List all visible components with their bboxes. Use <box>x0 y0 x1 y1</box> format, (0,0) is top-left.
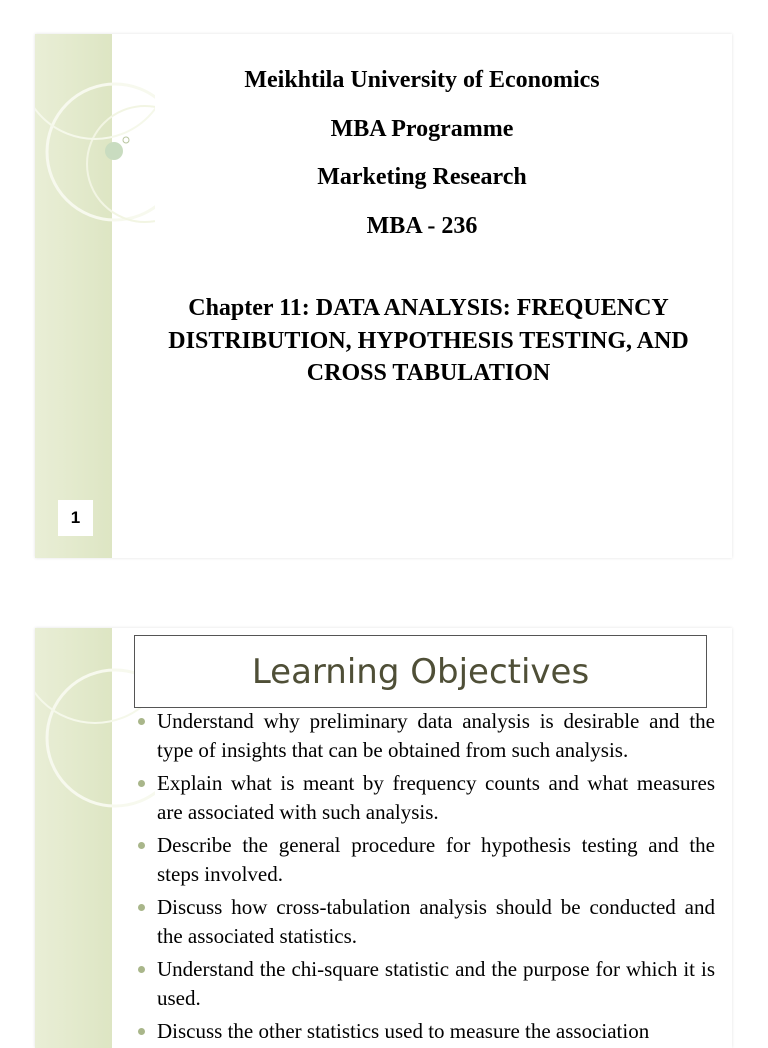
programme-name: MBA Programme <box>330 115 514 142</box>
slide-title: Learning Objectives <box>251 651 590 692</box>
list-item: Understand why preliminary data analysis is desirable and the type of insights that can be obtained from such analysis. <box>135 707 715 764</box>
title-slide <box>35 34 732 558</box>
slide-number: 1 <box>58 500 93 536</box>
bullet-icon <box>138 842 145 849</box>
course-code: MBA - 236 <box>366 212 478 239</box>
bullet-icon <box>138 1028 145 1035</box>
bullet-icon <box>138 904 145 911</box>
title-block <box>112 56 732 250</box>
list-item: Describe the general procedure for hypothesis testing and the steps involved. <box>135 831 715 888</box>
chapter-title: Chapter 11: DATA ANALYSIS: FREQUENCY DISTRIBUTION, HYPOTHESIS TESTING, AND CROSS TABULATION <box>168 295 689 386</box>
list-item: Understand the chi-square statistic and the purpose for which it is used. <box>135 955 715 1012</box>
decorative-side-band <box>35 628 112 1048</box>
university-name: Meikhtila University of Economics <box>244 67 600 93</box>
objectives-list <box>135 707 715 1048</box>
decorative-side-band <box>35 34 112 558</box>
learning-objectives-slide <box>35 628 732 1048</box>
bullet-icon <box>138 966 145 973</box>
bullet-icon <box>138 780 145 787</box>
list-item: Discuss how cross-tabulation analysis should be conducted and the associated statistics. <box>135 893 715 950</box>
course-name: Marketing Research <box>317 164 527 190</box>
list-item: Discuss the other statistics used to measure the association <box>135 1017 715 1046</box>
slide-title-box <box>134 635 707 708</box>
list-item: Explain what is meant by frequency counts and what measures are associated with such analysis. <box>135 769 715 826</box>
bullet-icon <box>138 718 145 725</box>
